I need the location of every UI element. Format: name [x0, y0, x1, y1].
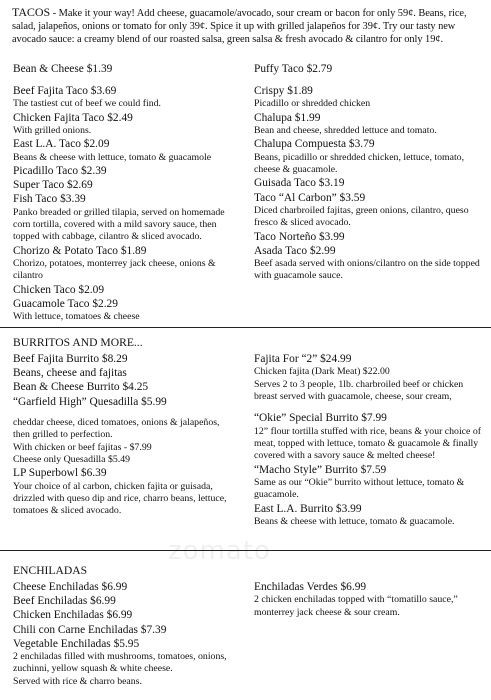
- menu-item-name: Cheese Enchiladas $6.99: [13, 581, 128, 593]
- menu-item-name: Chalupa $1.99: [254, 111, 321, 124]
- menu-item-name: Beans, cheese and fajitas: [13, 367, 127, 380]
- menu-item-description: Beef asada served with onions/cilantro on the side topped with guacamole sauce.: [254, 258, 480, 282]
- spacer: [13, 409, 238, 417]
- menu-item: [13, 608, 238, 622]
- menu-item-name: Chicken Taco $2.09: [13, 283, 105, 296]
- tacos-intro-text: - Make it your way! Add cheese, guacamole/avocado, sour cream or bacon for only 59¢. Beans, rice, salad, jalapeños, onions or tomato for only 39¢. Spice it up with grilled jalapeños for 39¢. Try our tasty new avocado sauce: a creamy blend of our roasted salsa, green salsa & fresh avocado & cilantro for only 19¢.: [12, 8, 467, 46]
- menu-item: [13, 380, 238, 394]
- menu-item: [254, 502, 486, 529]
- menu-item-name: Chili con Carne Enchiladas $7.39: [13, 623, 167, 636]
- menu-item-description: Beans & cheese with lettuce, tomato & guacamole.: [254, 516, 455, 528]
- menu-item: [254, 580, 486, 619]
- menu-item-name: Picadillo Taco $2.39: [13, 165, 107, 178]
- menu-item-description: Diced charbroiled fajitas, green onions, cilantro, queso fresco & sliced avocado.: [254, 204, 469, 229]
- menu-item-description: 2 enchiladas filled with mushrooms, tomatoes, onions, zuchinni, yellow squash & white cheese.: [13, 651, 227, 675]
- menu-item-name: Crispy $1.89: [254, 85, 313, 98]
- menu-item-name: Chicken Enchiladas $6.99: [13, 609, 133, 622]
- burritos-heading: BURRITOS AND MORE...: [13, 336, 143, 349]
- menu-item-name: Bean & Cheese $1.39: [13, 63, 113, 75]
- menu-item-name: Fish Taco $3.39: [13, 193, 86, 206]
- menu-item: [13, 164, 238, 178]
- menu-item-description: cheddar cheese, diced tomatoes, onions & jalapeños, then grilled to perfection.: [13, 416, 220, 441]
- menu-item: [13, 244, 238, 283]
- menu-item-description: 2 chicken enchiladas topped with “tomatillo sauce,” monterrey jack cheese & sour cream.: [254, 594, 458, 618]
- menu-item-name: Bean & Cheese Burrito $4.25: [13, 381, 149, 394]
- menu-item-name: Beef Fajita Taco $3.69: [13, 85, 117, 98]
- menu-item: [13, 594, 238, 608]
- menu-item: [13, 352, 238, 366]
- menu-item-description: With chicken or beef fajitas - $7.99: [13, 441, 152, 453]
- menu-item: [13, 676, 238, 688]
- menu-item-description: Chorizo, potatoes, monterrey jack cheese, onions & cilantro: [13, 258, 216, 282]
- menu-item: [254, 176, 486, 190]
- tacos-intro: [12, 6, 482, 47]
- menu-item: [13, 111, 238, 138]
- menu-item-name: Vegetable Enchiladas $5.95: [13, 637, 140, 650]
- enchiladas-heading: ENCHILADAS: [13, 564, 88, 577]
- menu-item: [254, 411, 486, 462]
- menu-item-description: With grilled onions.: [13, 125, 92, 137]
- enchiladas-right-column: [254, 580, 486, 619]
- watermark-logo: zomato: [168, 536, 271, 566]
- menu-item-description: Beans & cheese with lettuce, tomato & guacamole: [13, 151, 212, 163]
- tacos-left-column: [13, 62, 238, 324]
- menu-item: [254, 111, 486, 138]
- menu-item-description: Served with rice & charro beans.: [13, 675, 142, 687]
- menu-item-description: The tastiest cut of beef we could find.: [13, 98, 161, 110]
- menu-item-name: Beef Fajita Burrito $8.29: [13, 353, 128, 365]
- menu-item-description: Chicken fajita (Dark Meat) $22.00: [254, 366, 390, 378]
- spacer: [254, 76, 486, 84]
- menu-item-description: Your choice of al carbon, chicken fajita or guisada, drizzled with queso dip and rice, charro beans, lettuce, tomatoes & sliced avocado.: [13, 480, 227, 517]
- menu-item: [13, 395, 238, 409]
- menu-item-name: Super Taco $2.69: [13, 179, 93, 192]
- menu-item-name: Guacamole Taco $2.29: [13, 298, 118, 311]
- menu-item: [254, 84, 486, 111]
- menu-item-name: “Macho Style” Burrito $7.59: [254, 463, 387, 476]
- menu-item-name: LP Superbowl $6.39: [13, 467, 107, 480]
- menu-item: [254, 230, 486, 244]
- menu-item-name: Fajita For “2” $24.99: [254, 353, 352, 365]
- menu-item-name: East L.A. Burrito $3.99: [254, 502, 362, 515]
- menu-item-name: Asada Taco $2.99: [254, 244, 336, 257]
- menu-item: [254, 352, 486, 379]
- burritos-section: [13, 336, 238, 350]
- tacos-right-column: [254, 62, 486, 283]
- menu-item-description: With lettuce, tomatoes & cheese: [13, 311, 140, 323]
- menu-item-name: Chalupa Compuesta $3.79: [254, 138, 375, 151]
- menu-item-name: “Garfield High” Quesadilla $5.99: [13, 395, 167, 408]
- tacos-heading: TACOS: [12, 5, 51, 19]
- menu-item-name: Taco Norteño $3.99: [254, 230, 345, 243]
- menu-item-name: East L.A. Taco $2.09: [13, 138, 110, 151]
- menu-item-description: Picadillo or shredded chicken: [254, 98, 371, 110]
- menu-item: [13, 62, 238, 76]
- menu-item: [13, 137, 238, 164]
- menu-item-name: Chicken Fajita Taco $2.49: [13, 111, 133, 124]
- menu-item: [13, 297, 238, 324]
- menu-item-name: “Okie” Special Burrito $7.99: [254, 412, 387, 425]
- menu-item-description: Serves 2 to 3 people, 1lb. charbroiled beef or chicken breast served with guacamole, cheese, sour cream,: [254, 378, 464, 403]
- menu-item: [13, 454, 238, 466]
- menu-item: [13, 178, 238, 192]
- menu-item: [254, 244, 486, 283]
- menu-item: [13, 442, 238, 454]
- menu-item-name: Chorizo & Potato Taco $1.89: [13, 244, 147, 257]
- menu-item-description: Panko breaded or grilled tilapia, served on homemade corn tortilla, covered with a mild savory sauce, then topped with cabbage, cilantro & sliced avocado.: [13, 206, 225, 243]
- spacer: [13, 76, 238, 84]
- menu-item-description: Same as our “Okie” burrito without lettuce, tomato & guacamole.: [254, 477, 465, 501]
- menu-item: [13, 84, 238, 111]
- menu-item: [254, 191, 486, 230]
- enchiladas-left-column: [13, 580, 238, 688]
- menu-item: [13, 283, 238, 297]
- spacer: [254, 403, 486, 411]
- menu-item-name: Taco “Al Carbon” $3.59: [254, 191, 366, 204]
- menu-item-description: Cheese only Quesadilla $5.49: [13, 454, 130, 466]
- menu-item: [254, 62, 486, 76]
- menu-item-name: Puffy Taco $2.79: [254, 63, 333, 75]
- menu-item-name: Guisada Taco $3.19: [254, 177, 345, 190]
- enchiladas-section: [13, 564, 238, 578]
- menu-item: [13, 623, 238, 637]
- burritos-left-column: [13, 352, 238, 518]
- menu-item-name: Beef Enchiladas $6.99: [13, 595, 116, 608]
- section-divider: [0, 327, 491, 328]
- menu-item: [254, 463, 486, 502]
- menu-item: [254, 137, 486, 176]
- menu-item-description: Beans, picadillo or shredded chicken, lettuce, tomato, cheese & guacamole.: [254, 151, 465, 176]
- menu-item: [13, 366, 238, 380]
- menu-item: [13, 466, 238, 517]
- menu-item-description: 12” flour tortilla stuffed with rice, beans & your choice of meat, topped with lettuce, tomato & guacamole & finally covered with a savory sauce & melted cheese!: [254, 425, 481, 462]
- menu-item: [13, 580, 238, 594]
- menu-item-name: Enchiladas Verdes $6.99: [254, 581, 367, 593]
- menu-item: [13, 192, 238, 243]
- menu-item: [13, 417, 238, 442]
- burritos-right-column: [254, 352, 486, 528]
- menu-item: [13, 637, 238, 676]
- menu-item-description: Bean and cheese, shredded lettuce and tomato.: [254, 125, 437, 137]
- menu-item: [254, 379, 486, 404]
